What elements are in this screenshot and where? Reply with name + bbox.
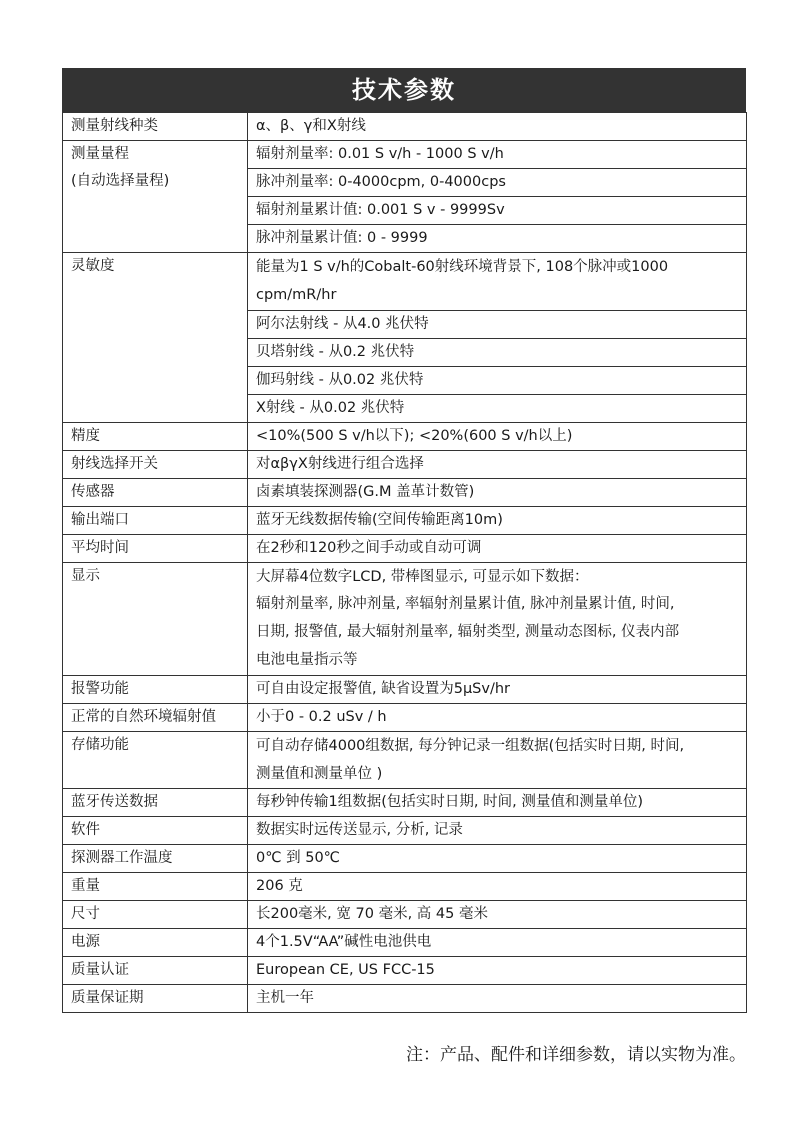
table-row <box>63 253 747 311</box>
row-value: 主机一年 <box>248 985 747 1013</box>
row-value <box>248 731 747 789</box>
row-label: 质量保证期 <box>63 985 248 1013</box>
row-value-line: 电池电量指示等 <box>256 651 358 668</box>
row-value-line: 能量为1 S v/h的Cobalt-60射线环境背景下, 108个脉冲或1000 <box>256 259 669 275</box>
row-value: 贝塔射线 - 从0.2 兆伏特 <box>248 338 747 366</box>
footnote: 注：产品、配件和详细参数，请以实物为准。 <box>406 1045 746 1065</box>
row-label-line: 测量量程 <box>71 146 129 162</box>
row-value: 206 克 <box>248 873 747 901</box>
spec-sheet <box>62 68 746 1013</box>
row-label: 测量射线种类 <box>63 113 248 141</box>
row-label: 输出端口 <box>63 506 248 534</box>
row-value: 4个1.5V“AA”碱性电池供电 <box>248 929 747 957</box>
row-value: 辐射剂量率: 0.01 S v/h - 1000 S v/h <box>248 141 747 169</box>
row-value: European CE, US FCC-15 <box>248 957 747 985</box>
table-row <box>63 901 747 929</box>
row-value: 每秒钟传输1组数据(包括实时日期, 时间, 测量值和测量单位) <box>248 789 747 817</box>
row-label: 射线选择开关 <box>63 450 248 478</box>
row-value-line: 日期, 报警值, 最大辐射剂量率, 辐射类型, 测量动态图标, 仪表内部 <box>256 624 680 641</box>
row-label: 显示 <box>63 562 248 675</box>
table-row <box>63 929 747 957</box>
row-value-line: 可自动存储4000组数据, 每分钟记录一组数据(包括实时日期, 时间, <box>256 737 685 754</box>
row-label-line: (自动选择量程) <box>71 173 170 189</box>
page-title: 技术参数 <box>62 68 746 112</box>
row-label: 探测器工作温度 <box>63 845 248 873</box>
table-row <box>63 845 747 873</box>
row-value: 对αβγX射线进行组合选择 <box>248 450 747 478</box>
table-row <box>63 703 747 731</box>
row-value: 脉冲剂量累计值: 0 - 9999 <box>248 225 747 253</box>
row-label: 灵敏度 <box>63 253 248 423</box>
row-label: 重量 <box>63 873 248 901</box>
row-value <box>248 562 747 675</box>
row-value: 脉冲剂量率: 0-4000cpm, 0-4000cps <box>248 169 747 197</box>
spec-table <box>62 112 747 1013</box>
table-row <box>63 506 747 534</box>
table-row <box>63 141 747 169</box>
row-value: 蓝牙无线数据传输(空间传输距离10m) <box>248 506 747 534</box>
table-row <box>63 450 747 478</box>
table-row <box>63 873 747 901</box>
row-label: 尺寸 <box>63 901 248 929</box>
row-label: 报警功能 <box>63 675 248 703</box>
table-row <box>63 817 747 845</box>
row-value: 可自由设定报警值, 缺省设置为5μSv/hr <box>248 675 747 703</box>
row-label: 质量认证 <box>63 957 248 985</box>
table-row <box>63 985 747 1013</box>
row-value-line: cpm/mR/hr <box>256 286 337 303</box>
table-row <box>63 534 747 562</box>
row-value: X射线 - 从0.02 兆伏特 <box>248 394 747 422</box>
table-row <box>63 675 747 703</box>
row-value: 辐射剂量累计值: 0.001 S v - 9999Sv <box>248 197 747 225</box>
row-value: 数据实时远传送显示, 分析, 记录 <box>248 817 747 845</box>
row-label: 蓝牙传送数据 <box>63 789 248 817</box>
table-row <box>63 731 747 789</box>
table-row <box>63 478 747 506</box>
row-value-line: 大屏幕4位数字LCD, 带棒图显示, 可显示如下数据： <box>256 568 589 585</box>
table-row <box>63 957 747 985</box>
row-value-line: 辐射剂量率, 脉冲剂量, 率辐射剂量累计值, 脉冲剂量累计值, 时间, <box>256 596 675 613</box>
row-label: 电源 <box>63 929 248 957</box>
row-label <box>63 141 248 253</box>
row-label: 正常的自然环境辐射值 <box>63 703 248 731</box>
row-label: 传感器 <box>63 478 248 506</box>
row-value <box>248 253 747 311</box>
row-value-line: 测量值和测量单位 ) <box>256 765 383 782</box>
row-value: 卤素填装探测器(G.M 盖革计数管) <box>248 478 747 506</box>
row-value: 在2秒和120秒之间手动或自动可调 <box>248 534 747 562</box>
row-label: 平均时间 <box>63 534 248 562</box>
row-value: 0℃ 到 50℃ <box>248 845 747 873</box>
table-row <box>63 422 747 450</box>
row-label: 精度 <box>63 422 248 450</box>
table-row <box>63 789 747 817</box>
table-row <box>63 113 747 141</box>
row-value: 长200毫米, 宽 70 毫米, 高 45 毫米 <box>248 901 747 929</box>
row-value: 小于0 - 0.2 uSv / h <box>248 703 747 731</box>
row-value: 伽玛射线 - 从0.02 兆伏特 <box>248 366 747 394</box>
row-label: 软件 <box>63 817 248 845</box>
row-value: α、β、γ和X射线 <box>248 113 747 141</box>
row-label: 存储功能 <box>63 731 248 789</box>
row-value: 阿尔法射线 - 从4.0 兆伏特 <box>248 310 747 338</box>
row-value: <10%(500 S v/h以下); <20%(600 S v/h以上) <box>248 422 747 450</box>
table-row <box>63 562 747 675</box>
